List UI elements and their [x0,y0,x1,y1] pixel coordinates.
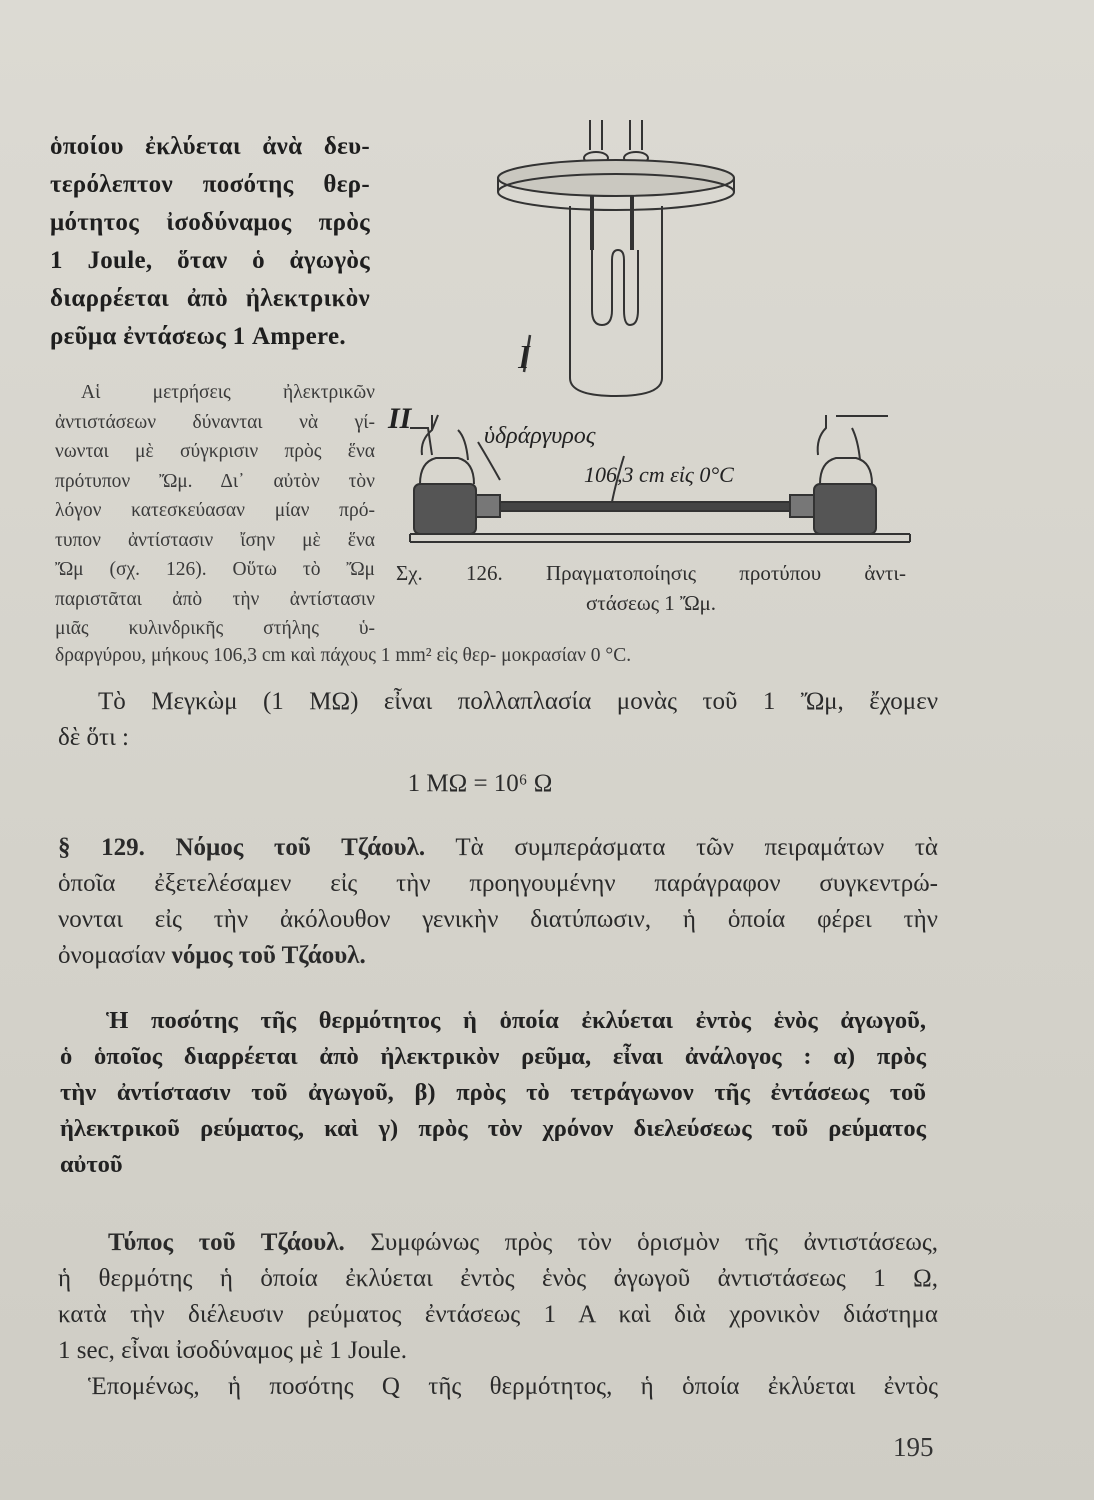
side-paragraph [55,378,375,644]
side-line: νωνται μὲ σύγκρισιν πρὸς ἕνα [55,441,375,462]
intro-line: 1 Joule, ὅταν ὁ ἀγωγὸς [50,247,370,274]
formula-line: 1 sec, εἶναι ἰσοδύναμος μὲ 1 Joule. [58,1337,408,1364]
side-line: Αἱ μετρήσεις ἠλεκτρικῶν [81,382,375,403]
vessel-label-i: I [518,339,530,376]
intro-line: διαρρέεται ἀπὸ ἠλεκτρικὸν [50,285,370,312]
law-line: αὐτοῦ [60,1151,123,1178]
section-line-4 [58,938,938,974]
length-label: 106,3 cm εἰς 0°C [584,462,734,487]
intro-line: μότητος ἰσοδύναμος πρὸς [50,209,370,236]
section-line-4-text: ὀνομασίαν [58,942,166,969]
formula-heading: Τύπος τοῦ Τζάουλ. [108,1229,345,1256]
figure-126 [380,110,920,565]
law-line: ὁ ὁποῖος διαρρέεται ἀπὸ ἠλεκτρικὸν ρεῦμα, εἶναι ἀνάλογος : α) πρὸς [60,1043,926,1070]
standard-resistor-illustration [380,110,920,565]
side-line: παριστᾶται ἀπὸ τὴν ἀντίστασιν [55,588,375,610]
formula-line: κατὰ τὴν διέλευσιν ρεύματος ἐντάσεως 1 Α καὶ διὰ χρονικὸν διάστημα [58,1301,938,1328]
side-line: τυπον ἀντίστασιν ἴσην μὲ ἕνα [55,529,375,551]
figure-caption [396,558,936,618]
mercury-label: ὑδράργυρος [484,423,596,449]
formula-line: Ἑπομένως, ἡ ποσότης Q τῆς θερμότητος, ἡ ὁποία ἐκλύεται ἐντὸς [88,1373,938,1400]
side-line: μιᾶς κυλινδρικῆς στήλης ὑ- [55,618,375,639]
caption-line-2: στάσεως 1 Ὤμ. [585,591,717,615]
side-paragraph-end: δραργύρου, μήκους 106,3 cm καὶ πάχους 1 mm² εἰς θερ- μοκρασίαν 0 °C. [55,645,632,666]
caption-line-1: Σχ. 126. Πραγματοποίησις προτύπου ἀντι- [396,561,906,585]
intro-line: ὁποίου ἐκλύεται ἀνὰ δευ- [50,133,370,160]
side-line: πρότυπον Ὤμ. Δι᾽ αὐτὸν τὸν [55,470,375,492]
formula-line-1-text: Συμφώνως πρὸς τὸν ὁρισμὸν τῆς ἀντιστάσεως, [370,1229,938,1256]
megohm-formula: 1 ΜΩ = 10⁶ Ω [407,770,553,797]
formula-line: ἡ θερμότης ἡ ὁποία ἐκλύεται ἐντὸς ἑνὸς ἀγωγοῦ ἀντιστάσεως 1 Ω, [58,1265,938,1292]
law-line: ἠλεκτρικοῦ ρεύματος, καὶ γ) πρὸς τὸν χρόνον διελεύσεως τοῦ ρεύματος [60,1115,926,1142]
law-line: Ἡ ποσότης τῆς θερμότητος ἡ ὁποία ἐκλύεται ἐντὸς ἑνὸς ἀγωγοῦ, [106,1007,926,1034]
side-line: Ὤμ (σχ. 126). Οὕτω τὸ Ὤμ [55,559,375,580]
megohm-line: δὲ ὅτι : [58,724,129,751]
intro-paragraph [50,128,370,356]
megohm-line: Τὸ Μεγκὼμ (1 ΜΩ) εἶναι πολλαπλασία μονὰς τοῦ 1 Ὤμ, ἔχομεν [98,688,938,715]
law-name: νόμος τοῦ Τζάουλ. [171,942,366,969]
section-line-1 [58,830,938,866]
intro-line: ρεῦμα ἐντάσεως 1 Ampere. [50,323,346,350]
side-line: λόγον κατεσκεύασαν μίαν πρό- [55,500,375,521]
section-line-1-text: Τὰ συμπεράσματα τῶν πειραμάτων τὰ [455,834,938,861]
page-number: 195 [893,1432,934,1462]
intro-line: τερόλεπτον ποσότης θερ- [50,171,370,198]
section-heading: § 129. Νόμος τοῦ Τζάουλ. [58,834,426,861]
side-line: ἀντιστάσεων δύνανται νὰ γί- [55,411,375,433]
section-line: ὁποῖα ἐξετελέσαμεν εἰς τὴν προηγουμένην παράγραφον συγκεντρώ- [58,870,938,897]
formula-line-1 [58,1225,938,1261]
law-line: τὴν ἀντίστασιν τοῦ ἀγωγοῦ, β) πρὸς τὸ τετράγωνον τῆς ἐντάσεως τοῦ [60,1079,926,1106]
joule-law-statement [60,1003,926,1183]
megohm-paragraph [58,684,938,756]
joule-formula-section [58,1225,938,1405]
joule-law-section [58,830,938,974]
section-line: νονται εἰς τὴν ἀκόλουθον γενικὴν διατύπωσιν, ἡ ὁποία φέρει τὴν [58,906,938,933]
vessel-label-ii: II [388,402,412,435]
